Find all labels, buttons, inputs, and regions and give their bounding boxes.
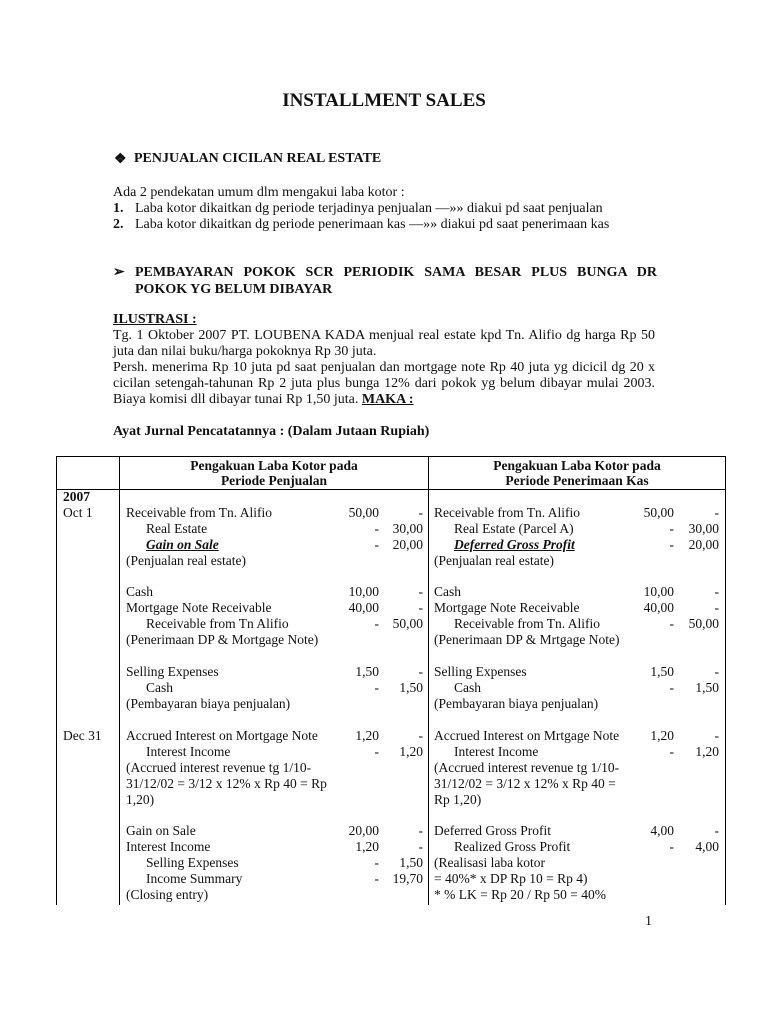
journal-account bbox=[126, 584, 153, 600]
journal-account bbox=[434, 871, 587, 887]
journal-credit: 30,00 bbox=[688, 521, 719, 536]
journal-debit: - bbox=[374, 855, 379, 870]
header-divider bbox=[57, 489, 725, 490]
header-right-line-1: Pengakuan Laba Kotor pada bbox=[493, 458, 661, 473]
ilustrasi-heading: ILUSTRASI : bbox=[113, 312, 197, 327]
journal-account-text: 1,20) bbox=[126, 792, 155, 807]
journal-debit: - bbox=[669, 521, 674, 536]
journal-credit: 20,00 bbox=[688, 537, 719, 552]
journal-account bbox=[434, 505, 580, 521]
journal-credit: 1,20 bbox=[399, 744, 423, 759]
journal-account-text: Cash bbox=[146, 680, 173, 695]
journal-account-text: (Accrued interest revenue tg 1/10- bbox=[434, 760, 620, 775]
journal-account-text: (Penjualan real estate) bbox=[434, 553, 554, 568]
journal-account-text: Receivable from Tn. Alifio bbox=[126, 505, 272, 520]
section-heading-real-estate bbox=[114, 151, 382, 167]
journal-account bbox=[126, 728, 318, 744]
journal-credit: 30,00 bbox=[392, 521, 423, 536]
journal-account bbox=[434, 521, 574, 537]
journal-debit: - bbox=[374, 680, 379, 695]
approach-text: Laba kotor dikaitkan dg periode penerimaan kas —»» diakui pd saat penerimaan kas bbox=[135, 217, 610, 232]
maka-label: MAKA : bbox=[361, 392, 414, 407]
intro-text: Ada 2 pendekatan umum dlm mengakui laba kotor : bbox=[113, 185, 405, 200]
journal-credit: - bbox=[418, 505, 423, 520]
arrow-bullet-icon: ➢ bbox=[113, 265, 125, 280]
journal-account-text: Income Summary bbox=[146, 871, 243, 886]
journal-credit: - bbox=[714, 600, 719, 615]
journal-credit: - bbox=[418, 664, 423, 679]
journal-account bbox=[434, 855, 545, 871]
page-number: 1 bbox=[645, 914, 652, 929]
header-left-line-1: Pengakuan Laba Kotor pada bbox=[190, 458, 358, 473]
journal-account-text: Deferred Gross Profit bbox=[454, 537, 575, 552]
section2-line-2: POKOK YG BELUM DIBAYAR bbox=[135, 282, 333, 297]
journal-account-text: Mortgage Note Receivable bbox=[126, 600, 272, 615]
journal-account bbox=[126, 553, 246, 569]
journal-credit: - bbox=[418, 600, 423, 615]
journal-credit: 1,20 bbox=[695, 744, 719, 759]
journal-account-text: Accrued Interest on Mortgage Note bbox=[126, 728, 318, 743]
journal-account bbox=[434, 537, 575, 553]
journal-account bbox=[126, 664, 219, 680]
journal-account-text: 31/12/02 = 3/12 x 12% x Rp 40 = bbox=[434, 776, 616, 791]
journal-account-text: Deferred Gross Profit bbox=[434, 823, 551, 838]
journal-account bbox=[434, 600, 579, 616]
column-divider-middle bbox=[428, 457, 429, 905]
journal-account-text: Selling Expenses bbox=[434, 664, 527, 679]
journal-account-text: Accrued Interest on Mrtgage Note bbox=[434, 728, 620, 743]
ilustrasi-line-1: Tg. 1 Oktober 2007 PT. LOUBENA KADA menjual real estate kpd Tn. Alifio dg harga Rp 50 bbox=[113, 328, 655, 343]
journal-account-text: Cash bbox=[434, 584, 461, 599]
journal-account-text: Real Estate bbox=[146, 521, 208, 536]
journal-account bbox=[126, 871, 242, 887]
journal-account bbox=[434, 744, 538, 760]
journal-debit: 50,00 bbox=[348, 505, 379, 520]
journal-account bbox=[434, 776, 616, 792]
journal-debit: - bbox=[374, 871, 379, 886]
journal-account-text: (Realisasi laba kotor bbox=[434, 855, 545, 870]
journal-credit: 4,00 bbox=[695, 839, 719, 854]
journal-account bbox=[434, 616, 600, 632]
journal-account bbox=[126, 760, 311, 776]
journal-account bbox=[434, 792, 481, 808]
journal-debit: 4,00 bbox=[650, 823, 674, 838]
journal-account-text: (Pembayaran biaya penjualan) bbox=[126, 696, 291, 711]
journal-account-text: (Closing entry) bbox=[126, 887, 209, 902]
journal-account-text: (Pembayaran biaya penjualan) bbox=[434, 696, 599, 711]
journal-account bbox=[434, 553, 554, 569]
ilustrasi-line-3: Persh. menerima Rp 10 juta pd saat penjualan dan mortgage note Rp 40 juta yg dicicil dg 20 x bbox=[113, 360, 655, 375]
year-label: 2007 bbox=[63, 489, 90, 504]
journal-account bbox=[126, 696, 290, 712]
journal-account bbox=[126, 792, 154, 808]
journal-account bbox=[126, 744, 230, 760]
journal-heading: Ayat Jurnal Pencatatannya : (Dalam Jutaan Rupiah) bbox=[113, 424, 430, 439]
journal-account bbox=[434, 584, 461, 600]
header-left bbox=[120, 458, 428, 488]
journal-credit: 1,50 bbox=[399, 680, 423, 695]
journal-debit: 1,50 bbox=[355, 664, 379, 679]
approach-number: 1. bbox=[113, 201, 124, 216]
journal-account bbox=[434, 760, 619, 776]
journal-account bbox=[434, 728, 619, 744]
journal-account bbox=[126, 680, 173, 696]
journal-account bbox=[434, 696, 598, 712]
journal-debit: - bbox=[374, 616, 379, 631]
journal-debit: 10,00 bbox=[348, 584, 379, 599]
journal-account bbox=[126, 521, 207, 537]
journal-account-text: Interest Income bbox=[146, 744, 231, 759]
journal-debit: 10,00 bbox=[643, 584, 674, 599]
journal-debit: - bbox=[669, 839, 674, 854]
journal-credit: 50,00 bbox=[688, 616, 719, 631]
journal-account-text: Gain on Sale bbox=[126, 823, 196, 838]
journal-account-text: Receivable from Tn Alifio bbox=[146, 616, 289, 631]
journal-account-text: Selling Expenses bbox=[126, 664, 219, 679]
journal-account bbox=[434, 887, 606, 903]
journal-account-text: 31/12/02 = 3/12 x 12% x Rp 40 = Rp bbox=[126, 776, 327, 791]
journal-credit: 50,00 bbox=[392, 616, 423, 631]
ilustrasi-line-2: juta dan nilai buku/harga pokoknya Rp 30 juta. bbox=[113, 344, 377, 359]
header-right-line-2: Periode Penerimaan Kas bbox=[505, 473, 649, 488]
section2-line-1: PEMBAYARAN POKOK SCR PERIODIK SAMA BESAR PLUS BUNGA DR bbox=[135, 265, 657, 280]
journal-debit: 1,20 bbox=[355, 728, 379, 743]
journal-debit: - bbox=[669, 616, 674, 631]
section-heading-text: PENJUALAN CICILAN REAL ESTATE bbox=[134, 151, 382, 166]
journal-account-text: Mortgage Note Receivable bbox=[434, 600, 580, 615]
journal-account-text: (Penerimaan DP & Mrtgage Note) bbox=[434, 632, 620, 647]
journal-account-text: Interest Income bbox=[126, 839, 211, 854]
journal-debit: 50,00 bbox=[643, 505, 674, 520]
journal-debit: 20,00 bbox=[348, 823, 379, 838]
journal-account bbox=[126, 887, 208, 903]
journal-account bbox=[126, 839, 210, 855]
journal-account-text: (Penerimaan DP & Mortgage Note) bbox=[126, 632, 319, 647]
journal-credit: - bbox=[714, 664, 719, 679]
journal-debit: 1,50 bbox=[650, 664, 674, 679]
ilustrasi-line-5-text: Biaya komisi dll dibayar tunai Rp 1,50 juta. bbox=[113, 392, 359, 407]
column-divider-date bbox=[119, 457, 120, 905]
journal-account-text: (Accrued interest revenue tg 1/10- bbox=[126, 760, 312, 775]
journal-account-text: Cash bbox=[126, 584, 153, 599]
journal-account bbox=[126, 776, 327, 792]
approach-text: Laba kotor dikaitkan dg periode terjadinya penjualan —»» diakui pd saat penjualan bbox=[135, 201, 603, 216]
date-dec-31: Dec 31 bbox=[63, 728, 102, 743]
journal-debit: 1,20 bbox=[650, 728, 674, 743]
journal-account bbox=[434, 664, 527, 680]
ilustrasi-line-4: cicilan setengah-tahunan Rp 2 juta plus bunga 12% dari pokok yg belum dibayar mulai 2003. bbox=[113, 376, 655, 391]
journal-debit: - bbox=[374, 521, 379, 536]
journal-debit: - bbox=[374, 537, 379, 552]
journal-credit: - bbox=[418, 839, 423, 854]
journal-account bbox=[126, 823, 196, 839]
journal-account bbox=[126, 600, 271, 616]
journal-credit: - bbox=[714, 823, 719, 838]
journal-credit: 1,50 bbox=[695, 680, 719, 695]
date-oct-1: Oct 1 bbox=[63, 505, 93, 520]
journal-debit: - bbox=[669, 537, 674, 552]
journal-account bbox=[434, 823, 551, 839]
journal-account-text: Receivable from Tn. Alifio bbox=[434, 505, 580, 520]
document-title: INSTALLMENT SALES bbox=[282, 90, 486, 111]
journal-account bbox=[434, 839, 570, 855]
journal-account-text: * % LK = Rp 20 / Rp 50 = 40% bbox=[434, 887, 606, 902]
journal-credit: - bbox=[418, 584, 423, 599]
journal-credit: - bbox=[714, 584, 719, 599]
journal-account bbox=[126, 632, 318, 648]
journal-debit: 40,00 bbox=[643, 600, 674, 615]
header-right bbox=[429, 458, 725, 488]
journal-debit: 1,20 bbox=[355, 839, 379, 854]
journal-account-text: Real Estate (Parcel A) bbox=[454, 521, 574, 536]
journal-account-text: Selling Expenses bbox=[146, 855, 239, 870]
journal-account bbox=[126, 505, 272, 521]
journal-credit: - bbox=[714, 505, 719, 520]
approach-number: 2. bbox=[113, 217, 124, 232]
journal-account bbox=[126, 855, 239, 871]
diamond-bullet-icon: ❖ bbox=[114, 152, 127, 167]
journal-account-text: Gain on Sale bbox=[146, 537, 219, 552]
journal-account bbox=[434, 632, 619, 648]
journal-credit: 20,00 bbox=[392, 537, 423, 552]
journal-table bbox=[56, 456, 726, 905]
journal-account-text: Rp 1,20) bbox=[434, 792, 482, 807]
journal-account-text: Realized Gross Profit bbox=[454, 839, 571, 854]
journal-account-text: = 40%* x DP Rp 10 = Rp 4) bbox=[434, 871, 588, 886]
journal-credit: 1,50 bbox=[399, 855, 423, 870]
journal-account bbox=[126, 616, 289, 632]
journal-account bbox=[126, 537, 219, 553]
journal-debit: - bbox=[669, 680, 674, 695]
journal-account-text: Interest Income bbox=[454, 744, 539, 759]
journal-debit: 40,00 bbox=[348, 600, 379, 615]
journal-account-text: Receivable from Tn. Alifio bbox=[454, 616, 600, 631]
journal-credit: 19,70 bbox=[392, 871, 423, 886]
journal-credit: - bbox=[418, 728, 423, 743]
journal-debit: - bbox=[374, 744, 379, 759]
journal-account-text: (Penjualan real estate) bbox=[126, 553, 246, 568]
journal-credit: - bbox=[418, 823, 423, 838]
header-left-line-2: Periode Penjualan bbox=[220, 473, 328, 488]
journal-debit: - bbox=[669, 744, 674, 759]
journal-account bbox=[434, 680, 481, 696]
ilustrasi-line-5 bbox=[113, 392, 655, 408]
journal-account-text: Cash bbox=[454, 680, 481, 695]
journal-credit: - bbox=[714, 728, 719, 743]
